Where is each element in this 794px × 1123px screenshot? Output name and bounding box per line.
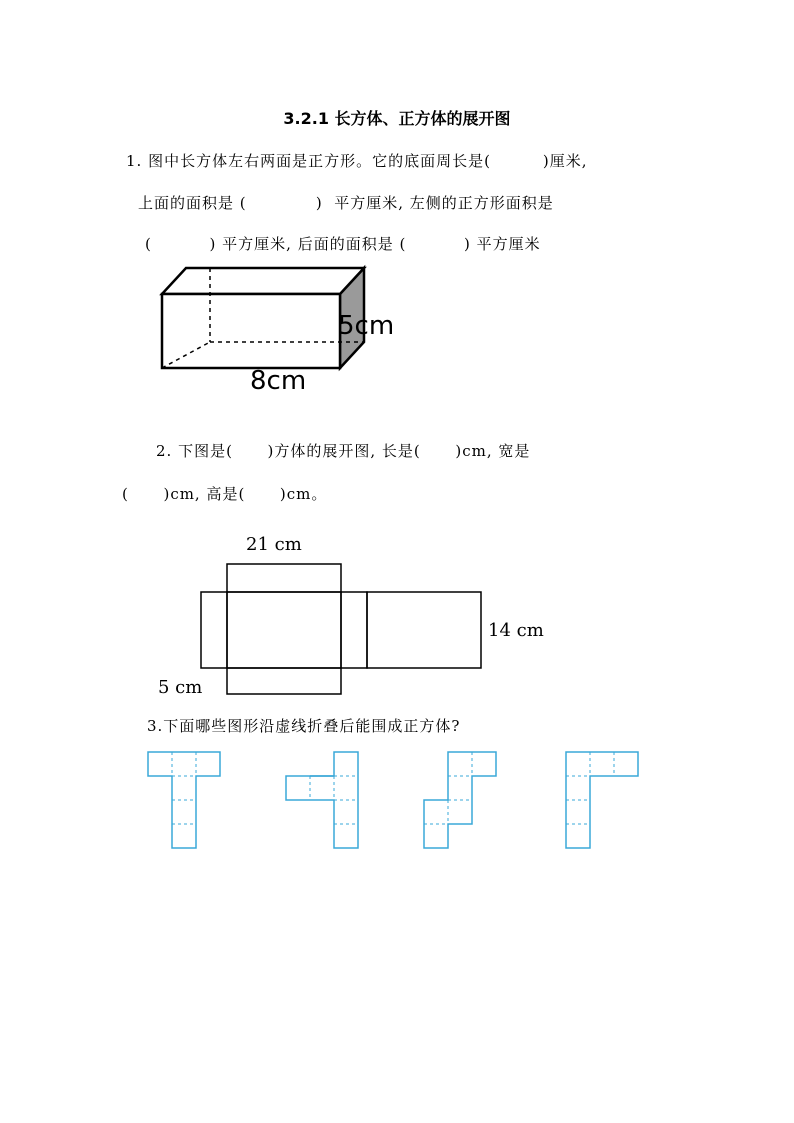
net-bottom-flap	[227, 668, 341, 694]
net-bottom-label: 5 cm	[158, 677, 203, 698]
page-title: 3.2.1 长方体、正方体的展开图	[283, 109, 511, 128]
net-top-flap	[227, 564, 341, 592]
cube-net-c	[422, 750, 502, 852]
q1-line1: 1. 图中长方体左右两面是正方形。它的底面周长是( )厘米,	[126, 152, 588, 170]
q1-line2: 上面的面积是 ( ) 平方厘米, 左侧的正方形面积是	[138, 194, 554, 212]
cube-net-d	[564, 750, 644, 852]
q2-line2: ( )cm, 高是( )cm。	[122, 485, 328, 503]
q3-text: 3.下面哪些图形沿虚线折叠后能围成正方体?	[147, 717, 461, 735]
net-front-face	[227, 592, 341, 668]
q2-line1: 2. 下图是( )方体的展开图, 长是( )cm, 宽是	[156, 442, 531, 460]
q1-line3: ( ) 平方厘米, 后面的面积是 ( ) 平方厘米	[145, 235, 541, 253]
net-back-face	[367, 592, 481, 668]
cube-net-a	[146, 750, 224, 852]
cuboid-front-face	[162, 294, 340, 368]
net-left-face	[201, 592, 227, 668]
cuboid-length-label: 8cm	[250, 366, 307, 396]
net-right-label: 14 cm	[488, 620, 544, 641]
cuboid-top-face	[162, 268, 364, 294]
net-top-label: 21 cm	[246, 534, 302, 555]
cube-net-b	[284, 750, 362, 852]
cuboid-height-label: 5cm	[338, 311, 395, 341]
cuboid-net-figure	[195, 558, 487, 698]
net-right-face	[341, 592, 367, 668]
